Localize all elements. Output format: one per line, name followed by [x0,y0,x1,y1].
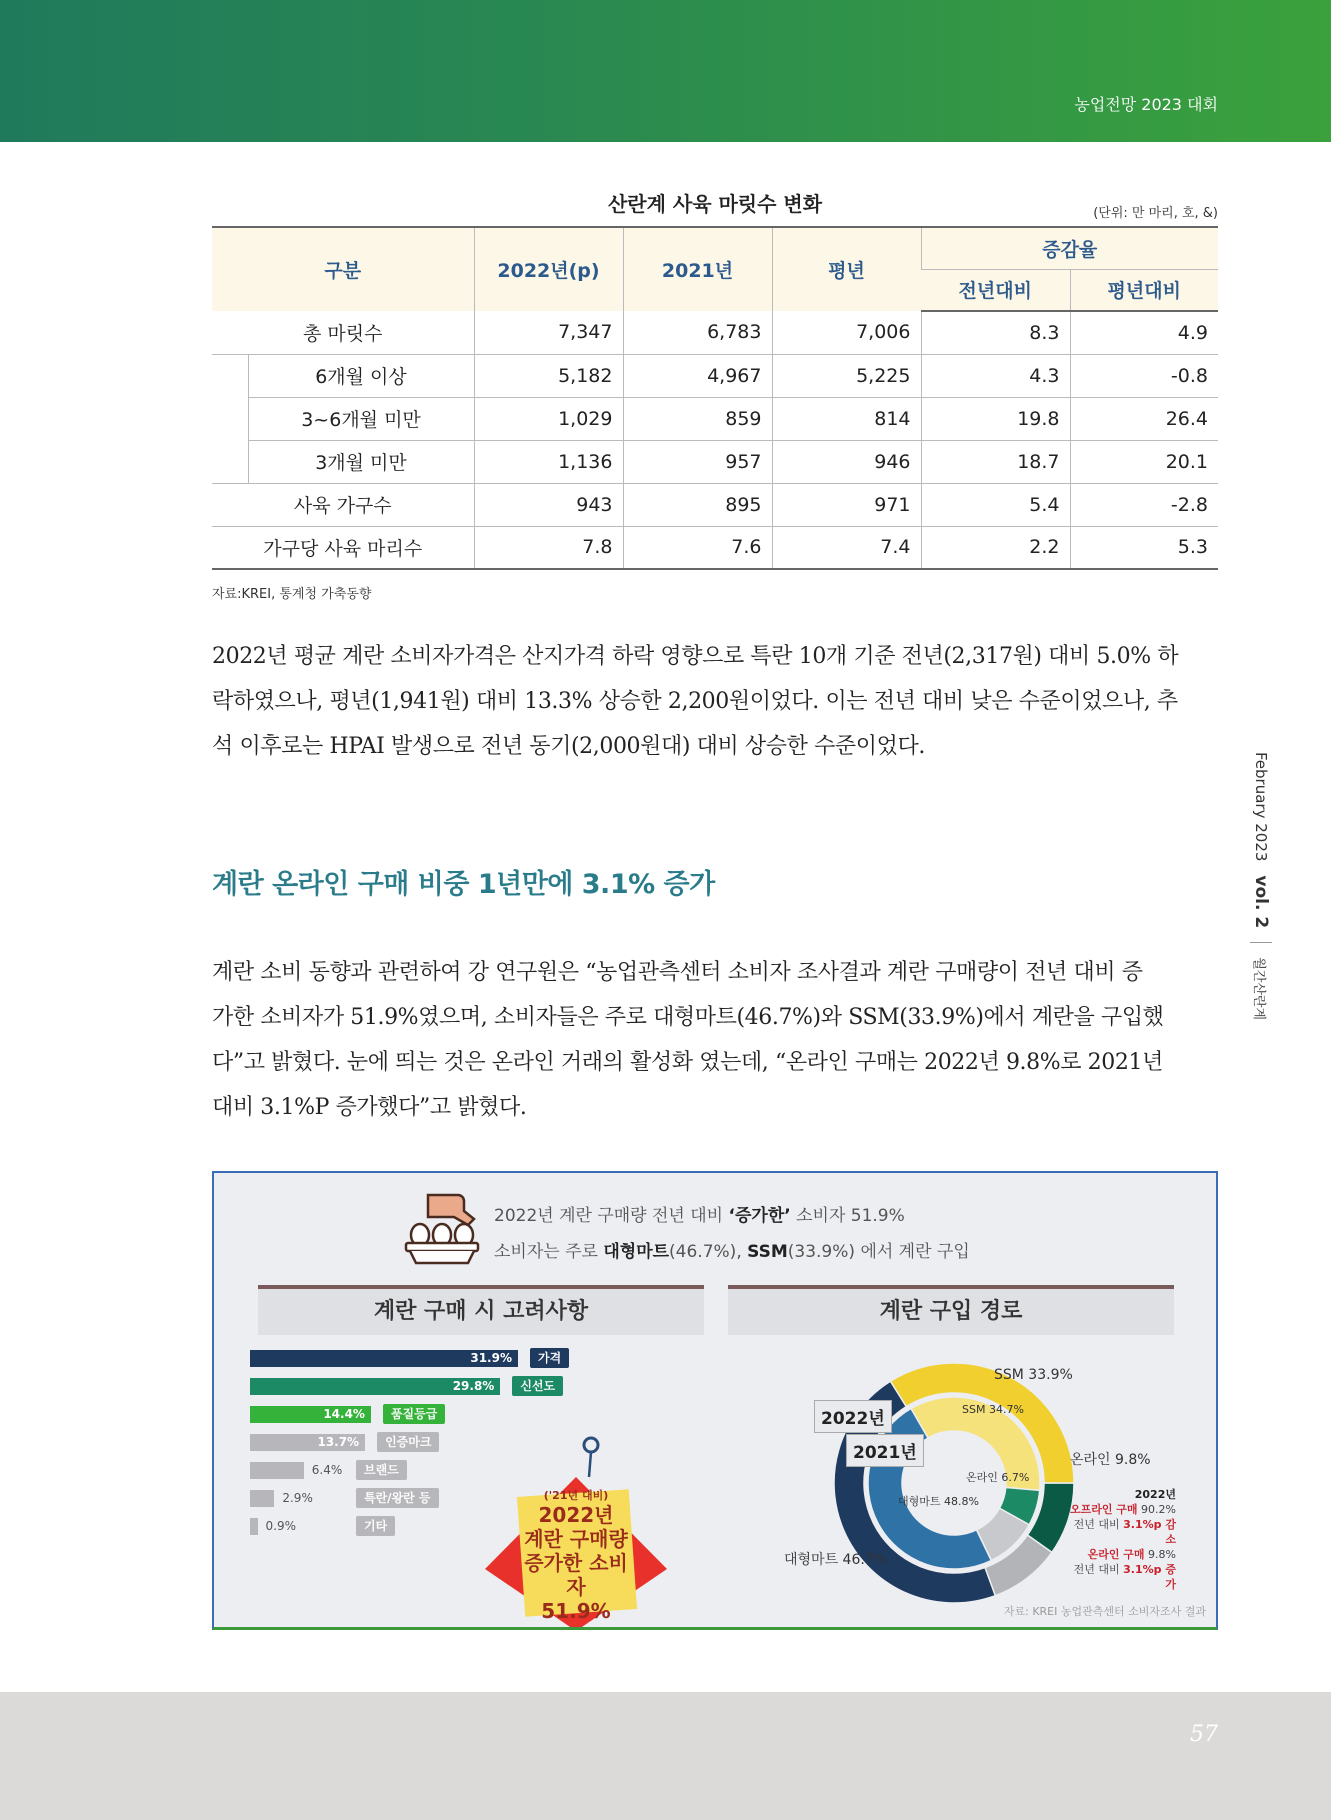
consideration-label: 인증마크 [377,1432,439,1452]
cell-2022: 1,136 [474,440,623,483]
consideration-bar [250,1518,258,1535]
cell-avg: 946 [772,440,921,483]
paragraph-line: 석 이후로는 HPAI 발생으로 전년 동기(2,000원대) 대비 상승한 수준이었다. [212,734,925,759]
side-tab-month: February 2023 [1252,752,1270,862]
table-row [212,526,1218,569]
row-label: 6개월 이상 [248,354,474,397]
cell-avg: 814 [772,397,921,440]
header-average: 평년 [772,227,921,311]
header-change: 증감율 [921,227,1218,269]
cell-2021: 4,967 [623,354,772,397]
infographic-source: 자료: KREI 농업관측센터 소비자조사 결과 [1003,1605,1206,1618]
consideration-value: 31.9% [470,1351,512,1365]
infographic [212,1171,1218,1630]
cell-2022: 7.8 [474,526,623,569]
cell-avg: 7.4 [772,526,921,569]
consideration-bar [250,1462,304,1479]
page-number: 57 [1190,1722,1218,1747]
cell-vs-avg: -2.8 [1070,483,1218,526]
row-label: 사육 가구수 [212,483,474,526]
consideration-bar [250,1378,500,1395]
consideration-bar [250,1350,518,1367]
table-source: 자료:KREI, 통계청 가축동향 [212,587,372,602]
paragraph-online [212,950,1220,1130]
paragraph-line: 계란 소비 동향과 관련하여 강 연구원은 “농업관측센터 소비자 조사결과 계란 구매량이 전년 대비 증 [212,960,1143,985]
footer-band [0,1692,1331,1820]
egg-hand-icon [400,1187,484,1267]
purchase-legend: 2022년 오프라인 구매 90.2% 전년 대비 3.1%p 감소 온라인 구매 9.8% 전년 대비 3.1%p 증가 [1069,1488,1176,1591]
row-label: 총 마릿수 [212,311,474,354]
indent-spacer [212,354,248,397]
cell-2022: 943 [474,483,623,526]
consideration-label: 품질등급 [383,1404,445,1424]
table-row [212,354,1218,397]
table-row [212,483,1218,526]
cell-vs-prev: 18.7 [921,440,1070,483]
cell-vs-prev: 4.3 [921,354,1070,397]
side-tab-divider [1250,942,1272,943]
cell-avg: 971 [772,483,921,526]
infographic-headline-1: 2022년 계란 구매량 전년 대비 ‘증가한’ 소비자 51.9% [494,1206,905,1226]
year-tag-2022: 2022년 [814,1400,892,1433]
consideration-label: 브랜드 [356,1460,407,1480]
label-online-2021: 온라인 6.7% [966,1471,1030,1484]
paragraph-line: 다”고 밝혔다. 눈에 띄는 것은 온라인 거래의 활성화 였는데, “온라인 구매는 2022년 9.8%로 2021년 [212,1050,1163,1075]
paragraph-line: 2022년 평균 계란 소비자가격은 산지가격 하락 영향으로 특란 10개 기준 전년(2,317원) 대비 5.0% 하 [212,644,1179,669]
label-online-2022: 온라인 9.8% [1070,1452,1151,1468]
section-heading: 계란 온라인 구매 비중 1년만에 3.1% 증가 [212,869,715,900]
table-row [212,397,1218,440]
consideration-bar [250,1434,365,1451]
cell-2022: 7,347 [474,311,623,354]
cell-vs-prev: 19.8 [921,397,1070,440]
consideration-label: 특란/왕란 등 [356,1488,439,1508]
label-mart-2022: 대형마트 46.7% [784,1552,888,1568]
consideration-label: 신선도 [512,1376,563,1396]
paragraph-line: 락하였으나, 평년(1,941원) 대비 13.3% 상승한 2,200원이었다. 이는 전년 대비 낮은 수준이었으나, 추 [212,689,1178,714]
cell-vs-prev: 5.4 [921,483,1070,526]
header-title: 농업전망 2023 대회 [1074,95,1218,114]
header-band [0,0,1331,142]
cell-2021: 7.6 [623,526,772,569]
consideration-value: 0.9% [265,1519,297,1533]
consideration-label: 가격 [530,1348,569,1368]
indent-spacer [212,440,248,483]
indent-spacer [212,397,248,440]
consideration-value: 2.9% [282,1491,313,1505]
header-2021: 2021년 [623,227,772,311]
paragraph-price [212,634,1220,769]
year-tag-2021: 2021년 [846,1434,924,1467]
consideration-label: 기타 [356,1516,395,1536]
pin-icon [581,1435,601,1479]
table-row [212,311,1218,354]
cell-2021: 895 [623,483,772,526]
header-category: 구분 [212,227,474,311]
row-label: 3~6개월 미만 [248,397,474,440]
header-vs-avg: 평년대비 [1070,269,1218,311]
header-2022: 2022년(p) [474,227,623,311]
side-tab [1250,752,1272,1020]
cell-vs-avg: -0.8 [1070,354,1218,397]
label-ssm-2022: SSM 33.9% [994,1367,1073,1383]
cell-vs-prev: 2.2 [921,526,1070,569]
purchase-route-donut [824,1353,1084,1613]
header-vs-prev: 전년대비 [921,269,1070,311]
table-row [212,440,1218,483]
table-title: 산란계 사육 마릿수 변화 [607,192,823,216]
cell-vs-avg: 5.3 [1070,526,1218,569]
paragraph-line: 대비 3.1%P 증가했다”고 밝혔다. [212,1095,527,1120]
side-tab-volume: vol. 2 [1251,875,1271,929]
consideration-value: 14.4% [323,1407,365,1421]
row-label: 3개월 미만 [248,440,474,483]
note-text: ('21년 대비) 2022년 계란 구매량 증가한 소비자 51.9% [524,1489,628,1623]
label-ssm-2021: SSM 34.7% [962,1403,1024,1416]
label-mart-2021: 대형마트 48.8% [898,1495,979,1508]
consideration-value: 6.4% [311,1463,343,1477]
cell-2021: 957 [623,440,772,483]
purchase-route-title: 계란 구입 경로 [728,1285,1174,1335]
infographic-headline-2: 소비자는 주로 대형마트(46.7%), SSM(33.9%) 에서 계란 구입 [494,1242,970,1262]
cell-vs-avg: 26.4 [1070,397,1218,440]
cell-avg: 5,225 [772,354,921,397]
cell-2021: 859 [623,397,772,440]
paragraph-line: 가한 소비자가 51.9%였으며, 소비자들은 주로 대형마트(46.7%)와 SSM(33.9%)에서 계란을 구입했 [212,1005,1164,1030]
cell-vs-avg: 20.1 [1070,440,1218,483]
cell-2022: 5,182 [474,354,623,397]
side-tab-magazine: 월간산란계 [1251,957,1267,1021]
cell-2021: 6,783 [623,311,772,354]
consideration-value: 13.7% [317,1435,360,1449]
row-label: 가구당 사육 마리수 [212,526,474,569]
cell-vs-avg: 4.9 [1070,311,1218,354]
consideration-bar [250,1490,274,1507]
stats-table [212,226,1218,570]
cell-2022: 1,029 [474,397,623,440]
considerations-title: 계란 구매 시 고려사항 [258,1285,704,1335]
cell-vs-prev: 8.3 [921,311,1070,354]
table-unit: (단위: 만 마리, 호, &) [1093,206,1218,221]
cell-avg: 7,006 [772,311,921,354]
consideration-bar [250,1406,371,1423]
consideration-value: 29.8% [452,1379,495,1393]
